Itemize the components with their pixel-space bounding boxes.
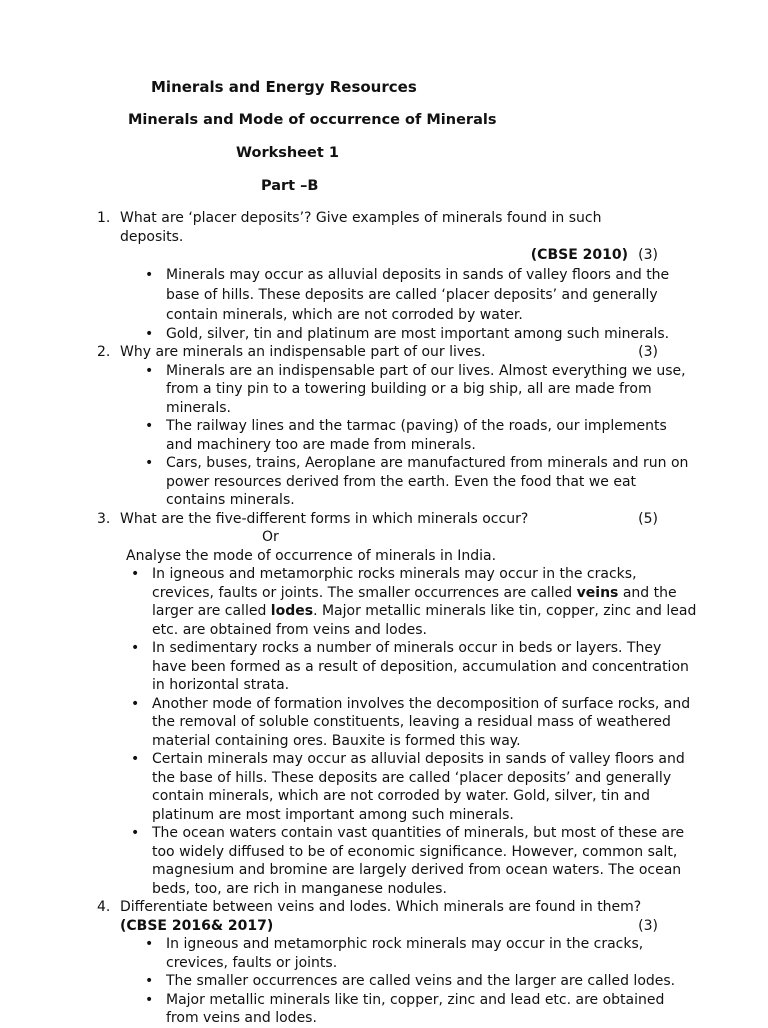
list-item: • Certain minerals may occur as alluvial deposits in sands of valley floors and the base of hills. These deposits are called ‘placer deposits’ and generally contain minerals, which are not corroded by water. Gold, silver, tin and platinum are most important among such minerals. [131,751,685,823]
list-item: • Major metallic minerals like tin, copper, zinc and lead etc. are obtained from veins and lodes. [145,991,665,1026]
list-item: • Minerals are an indispensable part of our lives. Almost everything we use, from a tiny pin to a towering building or a big ship, all are made from minerals. [145,362,686,416]
marks: (3) [638,247,658,263]
list-item: • Gold, silver, tin and platinum are most important among such minerals. [145,325,670,342]
bullet-icon: • [131,566,140,582]
list-item: • In sedimentary rocks a number of minerals occur in beds or layers. They have been formed as a result of deposition, accumulation and concentration in horizontal strata. [131,640,689,693]
marks: (3) [638,344,658,360]
question-text: What are ‘placer deposits’? Give examples of minerals found in such deposits. [120,210,602,245]
page-title: Minerals and Energy Resources [151,78,417,96]
cbse-citation: (CBSE 2010) [530,247,628,263]
answer-list-4 [145,935,694,1028]
bullet-icon: • [145,362,154,379]
marks: (5) [638,510,658,527]
marks: (3) [638,917,658,934]
list-item: • The ocean waters contain vast quantities of minerals, but most of these are too widely diffused to be of economic significance. However, common salt, magnesium and bromine are largely derived from ocean waters. The ocean beds, too, are rich in manganese nodules. [131,825,685,897]
list-item: • Minerals may occur as alluvial deposits in sands of valley floors and the base of hills. These deposits are called ‘placer deposits’ and generally contain minerals, which are not corroded by water. [145,266,670,323]
question-4-citation [120,917,665,936]
question-1-citation [120,246,665,265]
list-item: • Cars, buses, trains, Aeroplane are manufactured from minerals and run on power resources derived from the earth. Even the food that we eat contains minerals. [145,455,689,508]
bullet-icon: • [131,751,140,767]
question-number: 3. [97,510,111,527]
bullet-icon: • [145,455,154,471]
answer-list-1 [145,265,694,344]
worksheet-label: Worksheet 1 [236,145,339,161]
or-separator: Or [262,529,279,545]
answer-list-3 [131,565,697,898]
list-item: • In igneous and metamorphic rocks minerals may occur in the cracks, crevices, faults or joints. The smaller occurrences are called veins and the larger are called lodes. Major metallic minerals like tin, copper, zinc and lead etc. are obtained from veins and lodes. [131,566,697,638]
part-label: Part –B [261,178,319,194]
bullet-icon: • [131,695,140,712]
bullet-icon: • [145,991,154,1008]
question-number: 1. [97,210,111,226]
question-number: 4. [97,899,111,915]
term-lodes: lodes [270,603,314,619]
answer-list-2 [145,362,694,510]
question-4 [97,898,665,917]
list-item: • In igneous and metamorphic rock minerals may occur in the cracks, crevices, faults or joints. [145,936,644,971]
question-text: Differentiate between veins and lodes. Which minerals are found in them? [120,899,642,915]
worksheet-body [0,208,768,1028]
bullet-icon: • [145,325,154,342]
bullet-icon: • [145,266,154,283]
list-item: • The smaller occurrences are called veins and the larger are called lodes. [145,973,676,989]
question-1 [97,209,665,246]
bullet-icon: • [131,825,140,841]
question-2 [97,343,665,362]
list-item: • Another mode of formation involves the decomposition of surface rocks, and the removal of soluble constituents, leaving a residual mass of weathered material containing ores. Bauxite is formed this way. [131,695,691,749]
page-subtitle: Minerals and Mode of occurrence of Minerals [128,112,497,128]
bullet-icon: • [145,936,154,952]
bullet-icon: • [131,640,140,656]
bullet-icon: • [145,418,154,434]
list-item: • The railway lines and the tarmac (paving) of the roads, our implements and machinery too are made from minerals. [145,418,667,453]
question-3 [97,510,665,529]
question-text: Why are minerals an indispensable part of our lives. [120,344,486,360]
question-3-alternative: Analyse the mode of occurrence of minerals in India. [126,547,497,564]
term-veins: veins [576,584,619,601]
cbse-citation: (CBSE 2016& 2017) [120,917,274,934]
bullet-icon: • [145,973,154,989]
question-text: What are the five-different forms in which minerals occur? [120,510,529,527]
question-number: 2. [97,344,111,360]
